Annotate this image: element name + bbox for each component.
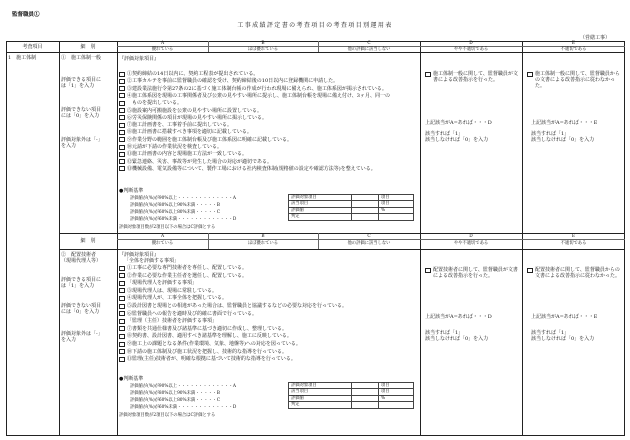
- item-text: ⑦書類を共通仕様書及び諸基準に基づき適切に作成し、整理している。: [127, 325, 288, 332]
- sec2-grade-c-desc: 他の評価に該当しない: [347, 241, 391, 246]
- item-text: ⑥労災保険関係の項目が現場の見やすい場所に掲示している。: [127, 114, 268, 121]
- item-checkbox[interactable]: [119, 304, 125, 309]
- item-text: ⑩下請の施工体制及び施工状況を把握し、技術的な指導を行っている。: [127, 348, 288, 355]
- grade-a-letter: A: [160, 41, 165, 46]
- item-text: ⑫緊急連絡、災害、事故等が発生した場合の対応が適切である。: [127, 158, 273, 165]
- sec1-rule-na: 評価対象外は「-」 を入力: [61, 137, 103, 149]
- sec2-e-calc-3: 該当しなければ「0」を入力: [531, 336, 595, 342]
- item-text: ⑤施設案内可搬施設を公衆の見やすい場所に設置している。: [127, 107, 263, 114]
- item-checkbox[interactable]: [119, 93, 125, 98]
- item-checkbox[interactable]: [119, 357, 125, 362]
- item-text: ①工事に必要な専門技術者を専任し、配置している。: [127, 265, 248, 271]
- sec2-judgment-heading: ●判断基準: [119, 376, 144, 382]
- sec2-judgment-row-4: 評価値が(%)が60%未満・・・・・・・・・・・・・D: [130, 405, 237, 410]
- score-unit: [379, 214, 414, 220]
- sec1-score-table: [288, 194, 414, 221]
- sec2-judgment-row-2: 評価値が(%)が80%以上90%未満・・・・・B: [130, 391, 220, 396]
- page-subtitle: （営繕工事）: [579, 35, 610, 41]
- sec2-group-heading: 「全体を評価する事項」: [124, 258, 180, 264]
- item-text: ⑨作業分野の範囲を施工体制台帳及び施工体系図に明確に記載している。: [127, 136, 293, 143]
- item-checkbox[interactable]: [119, 342, 125, 347]
- item-text: ⑨施工上の課題となる条件(作業環境、気象、地盤等)への対応を図っている。: [127, 341, 301, 347]
- sec2-d-calc-3: 該当しなければ「0」を入力: [425, 336, 489, 342]
- item-text: ⑩元請が下請の作業状況を検査している。: [127, 144, 223, 150]
- sec2-grade-a-desc: 優れている: [151, 241, 174, 246]
- item-text: ③現場代理人は、現場に常駐している。: [127, 287, 218, 294]
- sec2-detail-header: 細 別: [80, 238, 96, 244]
- sec1-d-checkbox[interactable]: [425, 72, 431, 77]
- sec2-rule-na: 評価対象外は「-」 を入力: [61, 331, 103, 343]
- item-checkbox[interactable]: [119, 266, 125, 271]
- sec2-rule-can: 評価できる項目に は「1」を入力: [61, 277, 102, 289]
- grade-d-desc: やや不適切である: [453, 46, 489, 52]
- item-header: 考査項目: [22, 44, 43, 50]
- item-text: ⑪監理(主任)技術者が、明確な根拠に基づいて技術的な指導を行っている。: [127, 356, 296, 363]
- item-text: ③建設業法施行令第27条の2に基づく施工体制台帳の作成が行われ現場に備えられ、施工体系図が掲示されている。: [127, 85, 387, 92]
- grade-b-desc: ほぼ優れている: [247, 46, 279, 52]
- sec1-rule-can: 評価できる項目に は「1」を入力: [61, 77, 102, 89]
- item-text: 「監理（主任）技術者を評価する事項」: [127, 318, 218, 325]
- sec2-rule-cannot: 評価できない項目 には「0」を入力: [61, 303, 102, 315]
- item-text: ⑥監督職員への報告を適時及び的確に書面で行っている。: [127, 310, 258, 317]
- sec1-judgment-row-4: 評価値が(%)が60%未満・・・・・・・・・・・・・D: [130, 217, 237, 222]
- item-checkbox[interactable]: [119, 79, 125, 84]
- item-text: 「現場代理人を評価する事項」: [127, 280, 198, 287]
- sec1-d-calc-3: 該当しなければ「0」を入力: [425, 137, 489, 143]
- score-unit: [379, 402, 414, 408]
- item-checkbox[interactable]: [119, 326, 125, 331]
- sec1-d-calc-1: 上記該当がA=あれば・・・D: [425, 120, 492, 126]
- sec1-e-calc-1: 上記該当がA=あれば・・・E: [531, 120, 598, 126]
- item-checkbox[interactable]: [119, 86, 125, 91]
- score-label: 判定: [289, 402, 352, 408]
- item-text: ④施工体系図を現場の工事関係者及び公衆の見やすい場所に提示し、施工体制台帳を現場に備え付け、3ヶ月、同一の: [127, 92, 390, 99]
- item-checkbox[interactable]: [119, 349, 125, 354]
- sec2-judgment-row-3: 評価値が(%)が60%以上80%未満・・・・・C: [130, 398, 220, 403]
- grade-a-desc: 優れている: [151, 46, 174, 52]
- item-text: ⑧施工計画書に搭載すべき事項を適切に記載している。: [127, 129, 252, 136]
- score-label: 評価対象項目: [289, 195, 352, 201]
- sec1-judgment-heading: ●判断基準: [119, 188, 144, 194]
- sec2-grade-c-letter: C: [367, 234, 371, 239]
- item-text: ⑦施工計画書を、工事着手前に提出している。: [127, 122, 233, 129]
- sec1-detail: ① 施工体制一般: [61, 55, 102, 61]
- item-text: ①契約締結の14日以内に、契約工程表が提出されている。: [127, 71, 259, 77]
- score-label: 該当項目: [289, 201, 352, 207]
- sec1-e-text: 施工体制一般に関して、監督職員からの文書による改善指示に従わなかった。: [535, 71, 620, 89]
- item-checkbox[interactable]: [119, 334, 125, 339]
- item-checkbox[interactable]: [119, 288, 125, 293]
- sec1-d-calc-2: 該当すれば「1」: [425, 131, 464, 137]
- sec1-e-checkbox[interactable]: [527, 72, 533, 77]
- sec2-score-table: [288, 382, 414, 409]
- sec2-grade-b-letter: B: [261, 234, 265, 239]
- score-label: 評価値: [289, 395, 352, 401]
- sec2-grade-b-desc: ほぼ優れている: [247, 241, 279, 246]
- sec1-judgment-row-2: 評価値が(%)が80%以上90%未満・・・・・B: [130, 203, 220, 208]
- item-text: ④現場代理人が、工事全体を把握している。: [127, 295, 228, 302]
- item-checkbox[interactable]: [119, 166, 125, 171]
- score-input[interactable]: [352, 402, 379, 408]
- item-checkbox[interactable]: [119, 72, 125, 77]
- grade-e-letter: E: [571, 41, 576, 46]
- sec1-target-label: 『評価対象項目』: [119, 56, 160, 62]
- item-checkbox[interactable]: [119, 273, 125, 278]
- item-text: ⑤設計図書と現場との相違があった場合は、監督職員と協議するなどの必要な対応を行っている。: [127, 303, 347, 309]
- item-text: ②工事カルテを事前に監督職員の確認を受け、契約締結後の10日以内に登録機関に申請した。: [127, 78, 339, 85]
- item-checkbox[interactable]: [119, 319, 125, 324]
- sec2-judgment-note: 評価対象項目数が2項目以下の場合はC評価とする: [119, 413, 216, 418]
- score-unit: %: [379, 395, 414, 401]
- score-label: 判定: [289, 214, 352, 220]
- item-checkbox[interactable]: [119, 123, 125, 128]
- sec2-grade-d-letter: D: [469, 234, 473, 239]
- sec2-e-calc-1: 上記該当がA=あれば・・・E: [531, 314, 598, 320]
- sec2-judgment-row-1: 評価値が(%)が90%以上・・・・・・・・・・・・・A: [130, 384, 237, 389]
- item-checkbox[interactable]: [119, 311, 125, 316]
- grade-b-letter: B: [261, 41, 265, 46]
- sec2-d-text: 配置技術者に関して、監督職員が文書による改善指示を行った。: [433, 267, 518, 279]
- item-checkbox[interactable]: [119, 130, 125, 135]
- sec2-d-calc-1: 上記該当がA=あれば・・・D: [425, 314, 492, 320]
- sec2-e-checkbox[interactable]: [527, 268, 533, 273]
- sec1-rule-cannot: 評価できない項目 には「0」を入力: [61, 107, 102, 119]
- item-checkbox[interactable]: [119, 159, 125, 164]
- item-checkbox[interactable]: [119, 281, 125, 286]
- item-text: ⑧契約書、設計図書、適用すべき諸基準を理解し、施工に反映している。: [127, 333, 292, 340]
- sec2-e-text: 配置技術者に関して、監督職員からの文書による改善指示に従わなかった。: [535, 267, 621, 279]
- grade-e-desc: 不適切である: [560, 46, 587, 52]
- item-label: 1 施工体制: [8, 55, 37, 61]
- item-checkbox[interactable]: [119, 108, 125, 113]
- grade-c-desc: 他の評価に該当しない: [347, 46, 391, 52]
- sec2-grade-e-desc: 不適切である: [560, 241, 587, 246]
- item-checkbox[interactable]: [119, 137, 125, 142]
- item-text: ②作業に必要な作業主任者を選任し、配置している。: [127, 272, 248, 279]
- sec2-grade-a-letter: A: [160, 234, 165, 239]
- score-unit: 項目: [379, 201, 414, 207]
- sec2-grade-d-desc: やや不適切である: [453, 241, 489, 246]
- item-checkbox[interactable]: [119, 101, 125, 106]
- sec2-grade-e-letter: E: [571, 234, 576, 239]
- sec1-judgment-row-3: 評価値が(%)が60%以上80%未満・・・・・C: [130, 210, 220, 215]
- score-unit: 項目: [379, 383, 414, 389]
- detail-header: 細 別: [80, 44, 96, 50]
- score-unit: 項目: [379, 389, 414, 395]
- sec1-d-text: 施工体制一般に関して、監督職員が文書による改善指示を行った。: [433, 71, 518, 83]
- sec2-detail: ② 配置技術者 （現場代理人等）: [61, 252, 102, 264]
- page-title: 工事成績評定書の考査項目の考査項目別運用表: [237, 22, 393, 29]
- sec2-d-checkbox[interactable]: [425, 268, 431, 273]
- sec1-judgment-row-1: 評価値が(%)が90%以上・・・・・・・・・・・・・A: [130, 196, 237, 201]
- grade-c-letter: C: [367, 41, 371, 46]
- score-label: 該当項目: [289, 389, 352, 395]
- score-input[interactable]: [352, 214, 379, 220]
- item-text: ⑪施工計画書の内容と現場施工方法が一致している。: [127, 151, 248, 158]
- item-checkbox[interactable]: [119, 115, 125, 120]
- score-unit: 項目: [379, 195, 414, 201]
- item-text: ものを提出している。: [127, 100, 183, 107]
- sec2-e-calc-2: 該当すれば「1」: [531, 330, 570, 336]
- score-label: 評価値: [289, 207, 352, 213]
- sec1-judgment-note: 評価対象項目数が2項目以下の場合はC評価とする: [119, 225, 216, 230]
- sec2-target-label: 『評価対象項目』: [119, 252, 160, 258]
- score-unit: %: [379, 207, 414, 213]
- item-checkbox[interactable]: [119, 296, 125, 301]
- corner-label: 監督職員①: [12, 12, 40, 18]
- sec2-d-calc-2: 該当すれば「1」: [425, 330, 464, 336]
- score-label: 評価対象項目: [289, 383, 352, 389]
- grade-d-letter: D: [469, 41, 473, 46]
- sec1-e-calc-3: 該当しなければ「0」を入力: [531, 137, 595, 143]
- sec1-e-calc-2: 該当すれば「1」: [531, 131, 570, 137]
- item-checkbox[interactable]: [119, 145, 125, 150]
- item-checkbox[interactable]: [119, 152, 125, 157]
- item-text: ⑬機械設備、電気設備等について、製作工場における社内検査体制(規格値の設定や確認方法等)を整えている。: [127, 165, 376, 172]
